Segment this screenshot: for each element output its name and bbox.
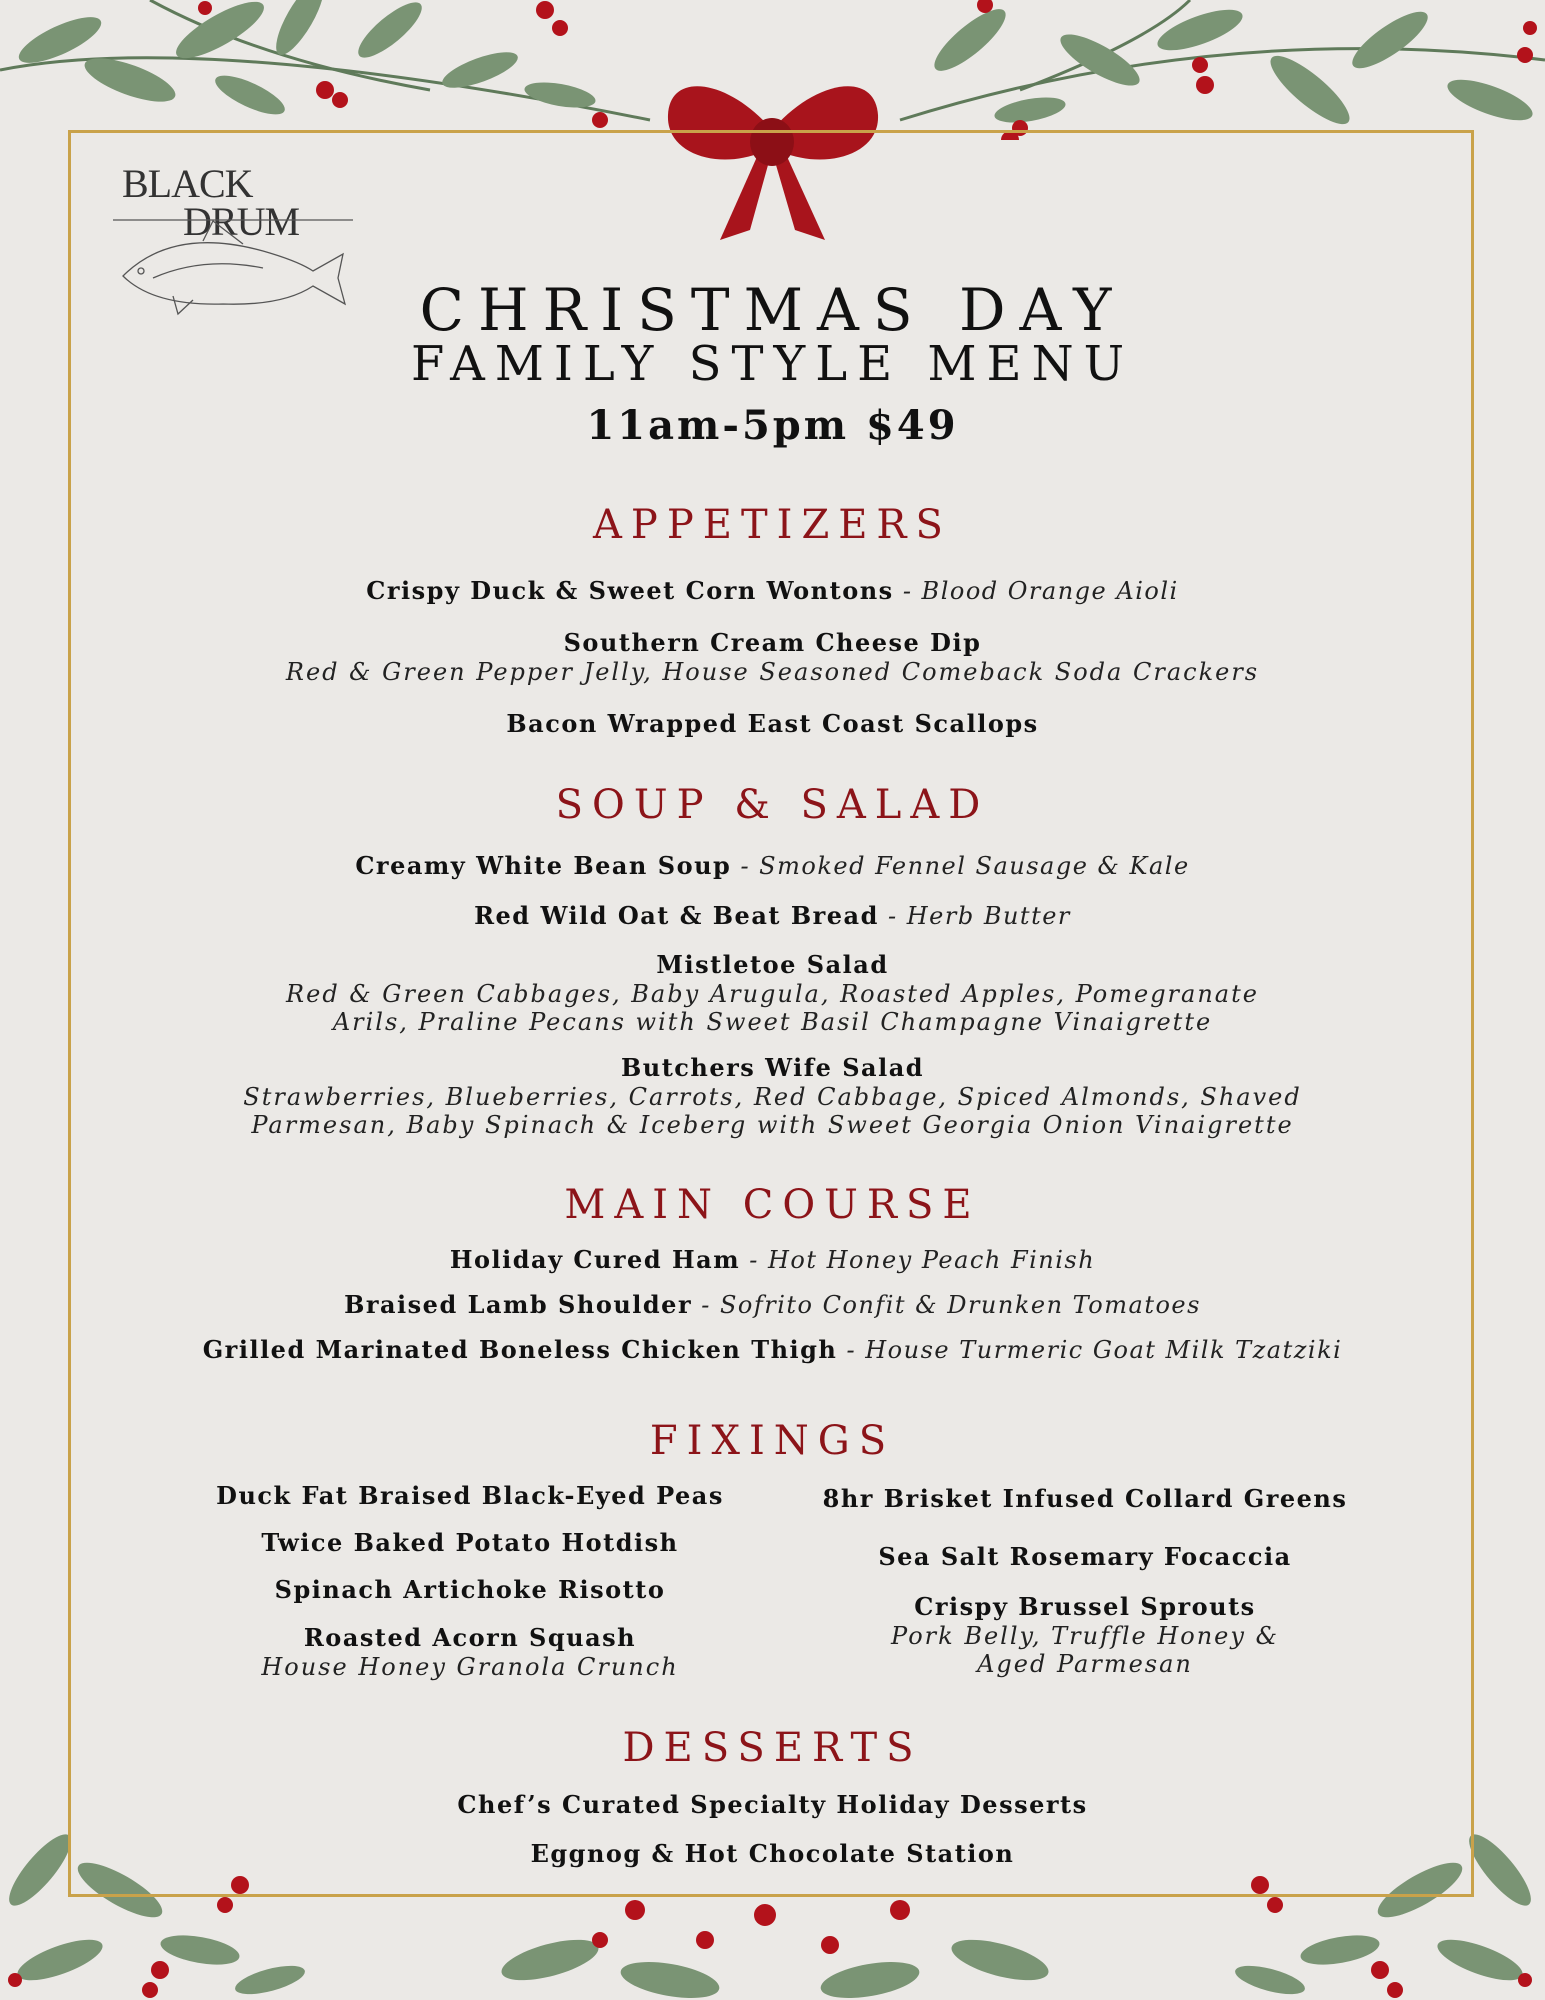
section-title-desserts: DESSERTS (622, 1725, 923, 1771)
holly-garland-bottom-center-decoration (470, 1890, 1080, 2000)
section-title-fixings: FIXINGS (649, 1418, 896, 1464)
item-description: - Hot Honey Peach Finish (740, 1246, 1096, 1274)
holly-garland-top-left-decoration (0, 0, 680, 140)
item-description: Red & Green Pepper Jelly, House Seasoned Comeback Soda Crackers (285, 658, 1260, 686)
menu-item (0, 1053, 1545, 1139)
section-title-soup-salad: SOUP & SALAD (555, 782, 990, 828)
item-name: Crispy Duck & Sweet Corn Wontons (366, 576, 894, 605)
item-description: - House Turmeric Goat Milk Tzatziki (837, 1336, 1343, 1364)
item-description: Aged Parmesan (977, 1650, 1193, 1678)
menu-title: CHRISTMAS DAY (419, 276, 1126, 344)
menu-item (0, 901, 1545, 931)
item-name: Twice Baked Potato Hotdish (261, 1528, 679, 1557)
item-name: Crispy Brussel Sprouts (914, 1592, 1256, 1621)
menu-item (0, 1245, 1545, 1275)
menu-item (765, 1592, 1405, 1678)
item-name: Red Wild Oat & Beat Bread (474, 901, 879, 930)
item-description: House Honey Granola Crunch (261, 1653, 679, 1681)
logo-line1: BLACK (122, 161, 253, 206)
menu-item (150, 1481, 790, 1511)
item-description: - Smoked Fennel Sausage & Kale (731, 852, 1190, 880)
holly-garland-top-right-decoration (870, 0, 1545, 140)
item-name: Spinach Artichoke Risotto (274, 1575, 666, 1604)
section-title-main-course: MAIN COURSE (564, 1182, 981, 1228)
item-description: Red & Green Cabbages, Baby Arugula, Roasted Apples, Pomegranate (286, 980, 1259, 1008)
item-name: Holiday Cured Ham (449, 1245, 741, 1274)
item-description: - Sofrito Confit & Drunken Tomatoes (692, 1291, 1201, 1319)
menu-item (150, 1623, 790, 1681)
item-name: Eggnog & Hot Chocolate Station (530, 1839, 1015, 1868)
item-description: Arils, Praline Pecans with Sweet Basil Champagne Vinaigrette (332, 1008, 1213, 1036)
menu-item (0, 851, 1545, 881)
menu-item (0, 1290, 1545, 1320)
menu-item (765, 1484, 1405, 1514)
hours-and-price: 11am-5pm $49 (586, 402, 959, 449)
menu-item (0, 628, 1545, 686)
section-title-appetizers: APPETIZERS (593, 502, 952, 548)
menu-subtitle: FAMILY STYLE MENU (410, 336, 1135, 392)
item-name: Creamy White Bean Soup (355, 851, 732, 880)
menu-item (150, 1528, 790, 1558)
menu-item (0, 1335, 1545, 1365)
item-name: Grilled Marinated Boneless Chicken Thigh (202, 1335, 838, 1364)
menu-item (0, 576, 1545, 606)
menu-item (0, 950, 1545, 1036)
item-name: Sea Salt Rosemary Focaccia (878, 1542, 1292, 1571)
item-description: Pork Belly, Truffle Honey & (891, 1622, 1279, 1650)
item-description: Strawberries, Blueberries, Carrots, Red Cabbage, Spiced Almonds, Shaved (243, 1083, 1302, 1111)
item-name: 8hr Brisket Infused Collard Greens (822, 1484, 1348, 1513)
logo-line2: DRUM (183, 199, 300, 244)
menu-item (0, 709, 1545, 739)
menu-item (765, 1542, 1405, 1572)
item-name: Mistletoe Salad (656, 950, 889, 979)
item-description: - Blood Orange Aioli (893, 577, 1179, 605)
item-description: - Herb Butter (878, 902, 1071, 930)
item-description: Parmesan, Baby Spinach & Iceberg with Sweet Georgia Onion Vinaigrette (251, 1111, 1294, 1139)
menu-item (0, 1790, 1545, 1820)
menu-item (150, 1575, 790, 1605)
item-name: Butchers Wife Salad (620, 1053, 925, 1082)
item-name: Roasted Acorn Squash (303, 1623, 637, 1652)
menu-item (0, 1839, 1545, 1869)
item-name: Southern Cream Cheese Dip (563, 628, 982, 657)
item-name: Bacon Wrapped East Coast Scallops (506, 709, 1039, 738)
item-name: Braised Lamb Shoulder (344, 1290, 693, 1319)
item-name: Chef’s Curated Specialty Holiday Desserts (457, 1790, 1088, 1819)
item-name: Duck Fat Braised Black-Eyed Peas (216, 1481, 724, 1510)
